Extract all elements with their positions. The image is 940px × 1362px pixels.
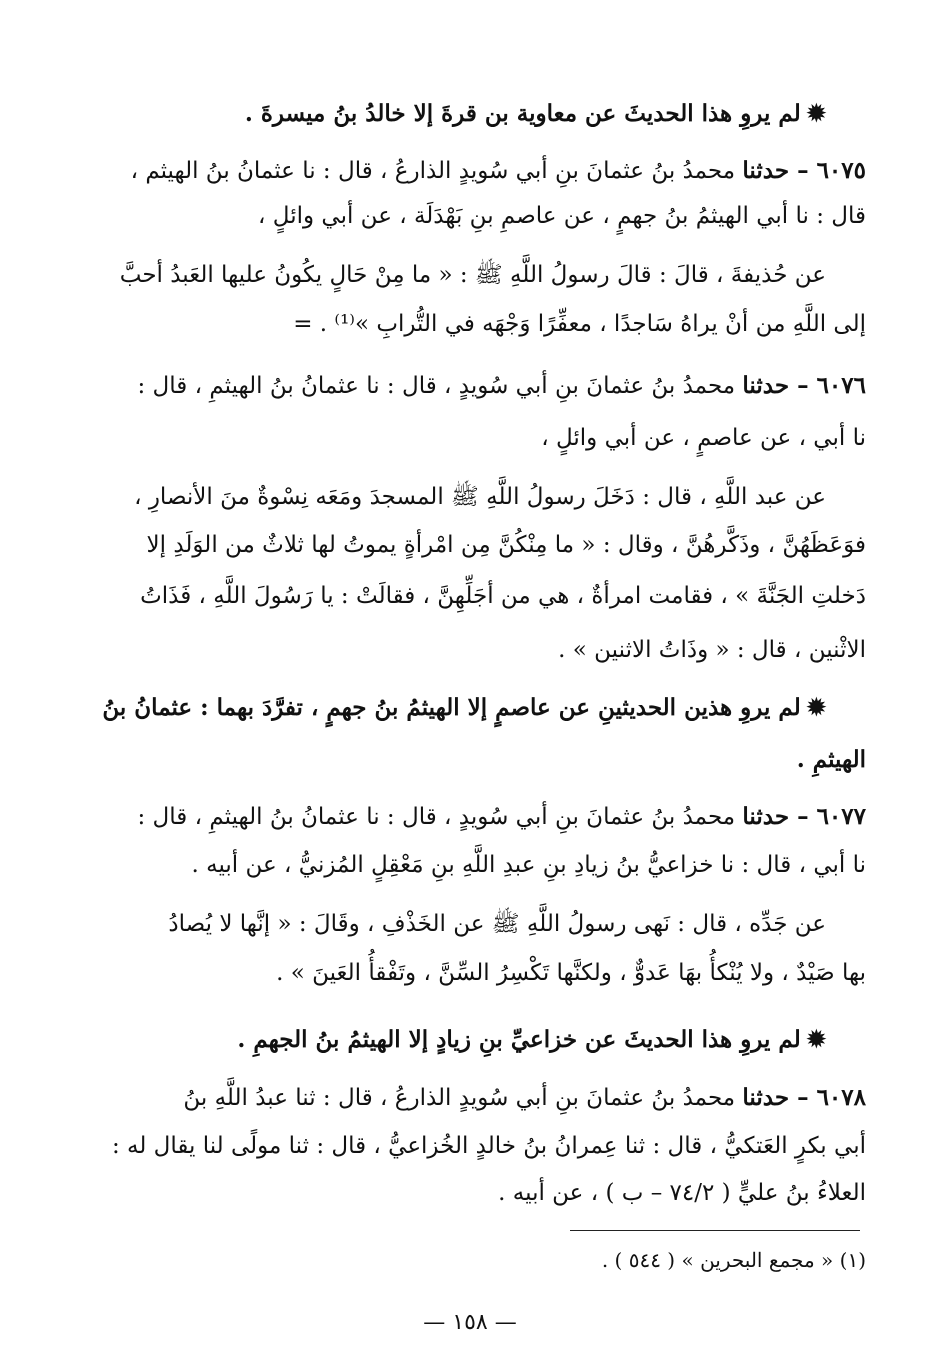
text-line — [40, 1175, 866, 1211]
text-line — [40, 955, 866, 991]
star-marker: ✹ — [806, 100, 826, 127]
line-text: محمدُ بنُ عثمانَ بنِ أبي سُويدٍ ، قال : نا عثمانُ بنُ الهيثمِ ، قال : — [137, 804, 736, 830]
text-line — [40, 847, 866, 883]
text-line — [40, 198, 866, 234]
text-line — [40, 479, 866, 515]
text-line — [40, 306, 866, 342]
line-text: أبي بكرٍ العَتكيُّ ، قال : ثنا عِمرانُ بنُ خالدٍ الخُزاعيُّ ، قال : ثنا مولًى لنا يقال له : — [111, 1133, 866, 1159]
text-line — [40, 368, 866, 404]
line-text: محمدُ بنُ عثمانَ بنِ أبي سُويدٍ ، قال : نا عثمانُ بنُ الهيثمِ ، قال : — [137, 373, 736, 399]
page-number: — ١٥٨ — — [423, 1310, 517, 1335]
line-text: إلى اللَّهِ من أنْ يراهُ سَاجدًا ، معفِّرًا وَجْهَه في التُّرابِ »⁽¹⁾ . = — [293, 311, 866, 337]
line-text: بها صَيْدٌ ، ولا يُنْكأُ بهَا عَدوٌّ ، ولكنَّها تَكْسِرُ السِّنَّ ، وتَفْقأُ العَينَ » . — [276, 960, 866, 986]
line-text: عن جَدِّه ، قال : نَهى رسولُ اللَّهِ ﷺ عن الخَذْفِ ، وقَالَ : « إنَّها لا يُصادُ — [168, 911, 826, 937]
text-line — [40, 906, 866, 942]
line-text: لم يروِ هذين الحديثينِ عن عاصمٍ إلا الهيثمُ بنُ جهمٍ ، تفرَّدَ بهما : عثمانُ بنُ — [102, 694, 801, 721]
text-line — [40, 1080, 866, 1116]
text-line — [40, 690, 866, 726]
text-line — [40, 527, 866, 563]
text-line — [40, 742, 866, 778]
line-text: دَخلتِ الجَنَّةَ » ، فقامت امرأةٌ ، هي من أجَلِّهِنَّ ، فقالَتْ : يا رَسُولَ اللَّهِ ، فَذَاتُ — [140, 583, 866, 609]
text-line — [40, 632, 866, 668]
star-marker: ✹ — [806, 1026, 826, 1053]
text-line — [40, 1128, 866, 1164]
text-line — [40, 578, 866, 614]
text-line — [40, 799, 866, 835]
hadith-number: ٦٠٧٨ – حدثنا — [742, 1084, 866, 1111]
line-text: قال : نا أبي الهيثمُ بنُ جهمٍ ، عن عاصمِ بنِ بَهْدَلَة ، عن أبي وائلٍ ، — [258, 203, 866, 229]
footnote: (١) « مجمع البحرين » ( ٥٤٤ ) . — [601, 1248, 866, 1272]
line-text: لم يروِ هذا الحديثَ عن خزاعيِّ بنِ زيادٍ إلا الهيثمُ بنُ الجهمِ . — [237, 1026, 801, 1053]
hadith-number: ٦٠٧٦ – حدثنا — [742, 372, 866, 399]
line-text: محمدُ بنُ عثمانَ بنِ أبي سُويدٍ الذارعُ ، قال : نا عثمانُ بنُ الهيثم ، — [130, 158, 736, 184]
line-text: الهيثمِ . — [796, 746, 866, 773]
line-text: فوَعَظَهُنَّ ، وذَكَّرهُنَّ ، وقال : « ما مِنْكُنَّ مِن امْرأةٍ يموتُ لها ثلاثٌ من الوَلَدِ إلا — [146, 532, 866, 558]
line-text: عن عبد اللَّهِ ، قال : دَخَلَ رسولُ اللَّهِ ﷺ المسجدَ ومَعَه نِسْوةٌ منَ الأنصارِ ، — [134, 484, 826, 510]
text-line — [40, 1022, 866, 1058]
footnote-divider — [570, 1230, 860, 1231]
hadith-number: ٦٠٧٥ – حدثنا — [742, 157, 866, 184]
text-line — [40, 257, 866, 293]
line-text: العلاءُ بنُ عليٍّ ( ٧٤/٢ – ب ) ، عن أبيه . — [498, 1180, 866, 1206]
line-text: محمدُ بنُ عثمانَ بنِ أبي سُويدٍ الذارعُ ، قال : ثنا عبدُ اللَّهِ بنُ — [183, 1085, 736, 1111]
text-line — [40, 153, 866, 189]
line-text: الاثْنين ، قال : « وذَاتُ الاثنين » . — [558, 637, 866, 663]
text-line — [40, 420, 866, 456]
line-text: نا أبي ، قال : نا خزاعيُّ بنُ زيادِ بنِ عبدِ اللَّهِ بنِ مَعْقِلٍ المُزنيُّ ، عن أبيه . — [191, 852, 866, 878]
line-text: نا أبي ، عن عاصمٍ ، عن أبي وائلٍ ، — [541, 425, 866, 451]
star-marker: ✹ — [806, 694, 826, 721]
line-text: لم يروِ هذا الحديثَ عن معاوية بن قرةَ إلا خالدُ بنُ ميسرةَ . — [244, 100, 801, 127]
text-line — [40, 96, 866, 132]
hadith-number: ٦٠٧٧ – حدثنا — [742, 803, 866, 830]
line-text: عن حُذيفةَ ، قالَ : قالَ رسولُ اللَّهِ ﷺ : « ما مِنْ حَالٍ يكُونُ عليها العَبدُ أحبَّ — [119, 262, 826, 288]
